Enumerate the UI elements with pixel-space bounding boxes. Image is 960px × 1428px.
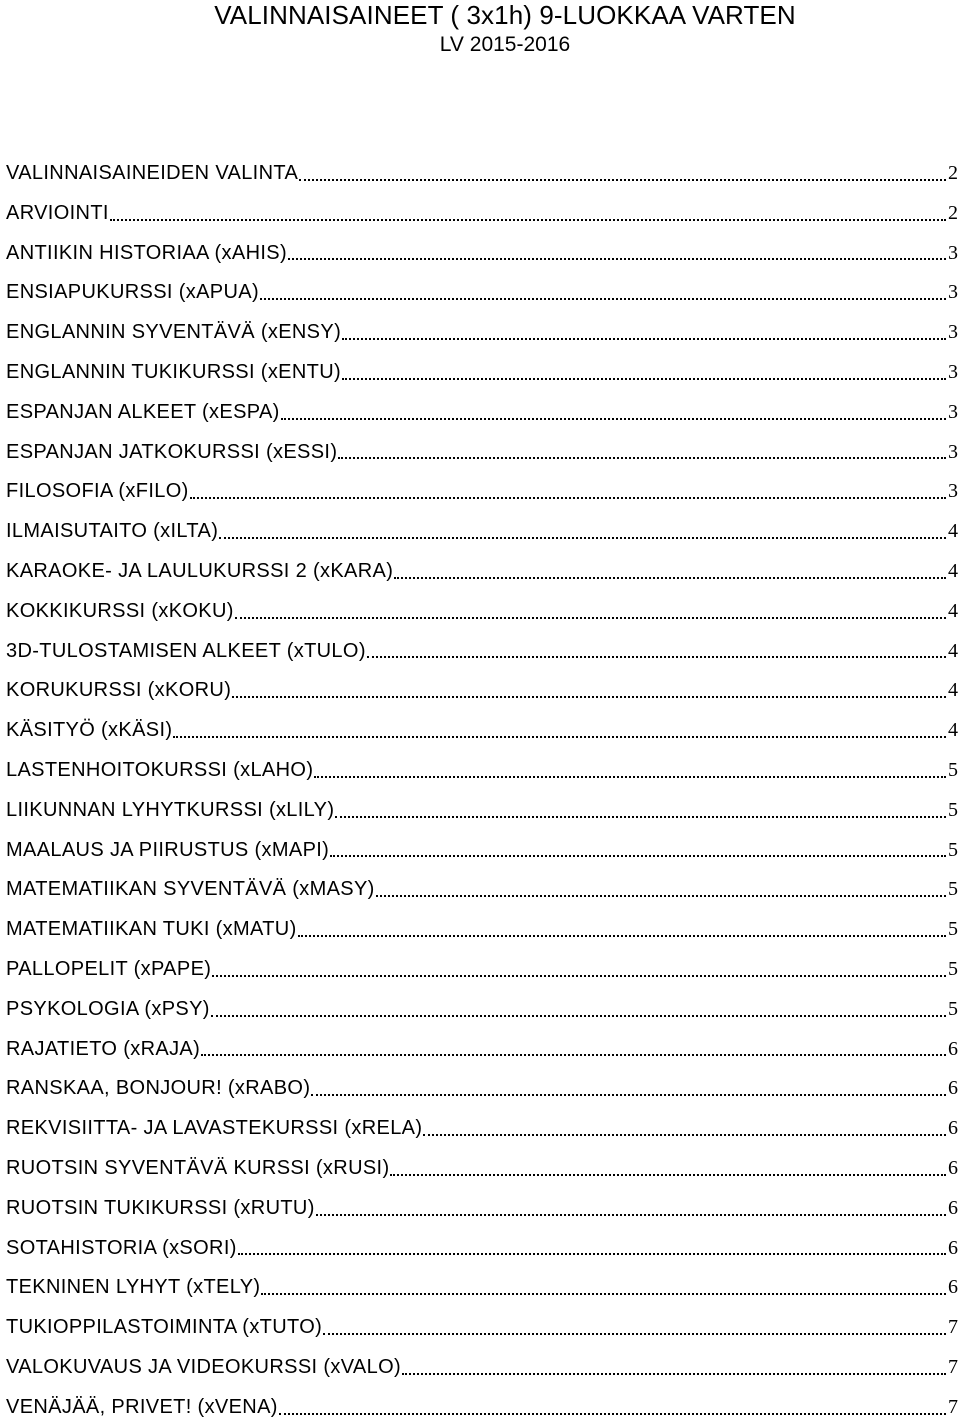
toc-entry-page-number: 4 (948, 679, 958, 702)
toc-entry-page-number: 3 (948, 480, 958, 503)
toc-entry[interactable] (6, 751, 958, 791)
toc-entry-label: RUOTSIN TUKIKURSSI (xRUTU) (6, 1196, 315, 1219)
toc-entry-label: PALLOPELIT (xPAPE) (6, 957, 212, 980)
toc-entry-page-number: 7 (948, 1316, 958, 1339)
toc-entry[interactable] (6, 194, 958, 234)
toc-entry-page-number: 3 (948, 321, 958, 344)
toc-dot-leader (261, 1276, 946, 1300)
school-year: LV 2015-2016 (439, 33, 571, 56)
toc-entry-page-number: 7 (948, 1355, 958, 1378)
toc-dot-leader (279, 1396, 946, 1420)
toc-entry[interactable] (6, 950, 958, 990)
toc-entry[interactable] (6, 273, 958, 313)
toc-entry[interactable] (6, 353, 958, 393)
toc-dot-leader (316, 1197, 946, 1221)
toc-dot-leader (260, 281, 946, 305)
toc-dot-leader (402, 1356, 946, 1380)
toc-entry-page-number: 6 (948, 1196, 958, 1219)
toc-entry-page-number: 6 (948, 1276, 958, 1299)
toc-entry-page-number: 5 (948, 957, 958, 980)
toc-entry-label: RANSKAA, BONJOUR! (xRABO) (6, 1077, 311, 1100)
toc-dot-leader (298, 918, 946, 942)
toc-entry-label: ANTIIKIN HISTORIAA (xAHIS) (6, 241, 287, 264)
toc-entry[interactable] (6, 1030, 958, 1070)
toc-entry-page-number: 5 (948, 838, 958, 861)
toc-dot-leader (219, 520, 946, 544)
toc-dot-leader (342, 321, 946, 345)
toc-entry-page-number: 3 (948, 360, 958, 383)
toc-dot-leader (311, 1077, 946, 1101)
toc-entry-page-number: 6 (948, 1077, 958, 1100)
toc-entry-label: KOKKIKURSSI (xKOKU) (6, 599, 234, 622)
toc-entry[interactable] (6, 154, 958, 194)
toc-entry-page-number: 3 (948, 241, 958, 264)
toc-entry-page-number: 2 (948, 201, 958, 224)
toc-entry-label: ILMAISUTAITO (xILTA) (6, 520, 219, 543)
toc-entry[interactable] (6, 1229, 958, 1269)
toc-dot-leader (323, 1316, 946, 1340)
toc-entry[interactable] (6, 393, 958, 433)
document-header (0, 0, 960, 58)
toc-dot-leader (281, 401, 946, 425)
toc-dot-leader (335, 799, 946, 823)
toc-entry-label: VALOKUVAUS JA VIDEOKURSSI (xVALO) (6, 1355, 401, 1378)
toc-entry-page-number: 6 (948, 1037, 958, 1060)
toc-entry-label: PSYKOLOGIA (xPSY) (6, 997, 210, 1020)
toc-entry[interactable] (6, 671, 958, 711)
toc-entry-page-number: 4 (948, 559, 958, 582)
toc-dot-leader (173, 719, 946, 743)
toc-entry-page-number: 6 (948, 1156, 958, 1179)
toc-entry[interactable] (6, 472, 958, 512)
toc-entry-label: TEKNINEN LYHYT (xTELY) (6, 1276, 261, 1299)
toc-entry-page-number: 6 (948, 1236, 958, 1259)
toc-entry-label: TUKIOPPILASTOIMINTA (xTUTO) (6, 1316, 323, 1339)
toc-dot-leader (235, 600, 946, 624)
toc-entry-page-number: 3 (948, 440, 958, 463)
toc-entry-page-number: 4 (948, 599, 958, 622)
toc-entry-label: MAALAUS JA PIIRUSTUS (xMAPI) (6, 838, 330, 861)
toc-entry-label: RAJATIETO (xRAJA) (6, 1037, 201, 1060)
toc-dot-leader (330, 838, 946, 862)
toc-entry-page-number: 2 (948, 162, 958, 184)
toc-dot-leader (342, 361, 946, 385)
toc-entry-label: KÄSITYÖ (xKÄSI) (6, 719, 173, 742)
toc-entry-label: VENÄJÄÄ, PRIVET! (xVENA) (6, 1395, 278, 1418)
toc-dot-leader (338, 440, 946, 464)
toc-dot-leader (190, 480, 946, 504)
toc-entry-label: RUOTSIN SYVENTÄVÄ KURSSI (xRUSI) (6, 1156, 390, 1179)
toc-entry[interactable] (6, 552, 958, 592)
toc-entry[interactable] (6, 512, 958, 552)
toc-entry[interactable] (6, 711, 958, 751)
toc-entry-page-number: 3 (948, 400, 958, 423)
toc-entry[interactable] (6, 1189, 958, 1229)
toc-entry-label: ESPANJAN JATKOKURSSI (xESSI) (6, 440, 338, 463)
toc-entry-label: REKVISIITTA- JA LAVASTEKURSSI (xRELA) (6, 1117, 423, 1140)
toc-dot-leader (288, 241, 946, 265)
toc-entry[interactable] (6, 1308, 958, 1348)
toc-entry-page-number: 5 (948, 918, 958, 941)
toc-dot-leader (238, 1236, 946, 1260)
toc-entry[interactable] (6, 1069, 958, 1109)
toc-entry-label: FILOSOFIA (xFILO) (6, 480, 189, 503)
toc-dot-leader (211, 998, 946, 1022)
toc-entry-page-number: 5 (948, 758, 958, 781)
toc-entry-page-number: 7 (948, 1395, 958, 1418)
toc-entry-label: KORUKURSSI (xKORU) (6, 679, 232, 702)
toc-dot-leader (394, 560, 946, 584)
toc-entry-label: ESPANJAN ALKEET (xESPA) (6, 400, 280, 423)
toc-entry[interactable] (6, 910, 958, 950)
toc-entry-page-number: 3 (948, 281, 958, 304)
toc-dot-leader (201, 1037, 946, 1061)
toc-entry[interactable] (6, 1388, 958, 1428)
toc-entry-page-number: 4 (948, 719, 958, 742)
toc-entry[interactable] (6, 313, 958, 353)
toc-entry[interactable] (6, 1348, 958, 1388)
table-of-contents (6, 154, 958, 1428)
toc-entry-label: MATEMATIIKAN TUKI (xMATU) (6, 918, 297, 941)
toc-dot-leader (232, 679, 946, 703)
toc-entry-page-number: 4 (948, 520, 958, 543)
toc-dot-leader (390, 1157, 946, 1181)
toc-entry[interactable] (6, 1268, 958, 1308)
toc-entry-label: SOTAHISTORIA (xSORI) (6, 1236, 237, 1259)
toc-entry[interactable] (6, 831, 958, 871)
toc-entry-label: KARAOKE- JA LAULUKURSSI 2 (xKARA) (6, 559, 394, 582)
toc-entry[interactable] (6, 1149, 958, 1189)
toc-entry-label: LIIKUNNAN LYHYTKURSSI (xLILY) (6, 798, 335, 821)
document-title: VALINNAISAINEET ( 3x1h) 9-LUOKKAA VARTEN (214, 0, 796, 30)
toc-entry-label: ENGLANNIN TUKIKURSSI (xENTU) (6, 360, 342, 383)
toc-entry[interactable] (6, 632, 958, 672)
toc-dot-leader (423, 1117, 946, 1141)
toc-entry-label: MATEMATIIKAN SYVENTÄVÄ (xMASY) (6, 878, 375, 901)
toc-entry[interactable] (6, 990, 958, 1030)
toc-dot-leader (367, 639, 946, 663)
toc-dot-leader (314, 759, 946, 783)
toc-entry[interactable] (6, 1109, 958, 1149)
toc-entry-page-number: 5 (948, 798, 958, 821)
toc-entry-page-number: 6 (948, 1117, 958, 1140)
toc-entry-page-number: 5 (948, 997, 958, 1020)
toc-entry[interactable] (6, 870, 958, 910)
toc-dot-leader (299, 162, 946, 186)
toc-entry[interactable] (6, 592, 958, 632)
toc-dot-leader (376, 878, 946, 902)
toc-entry[interactable] (6, 791, 958, 831)
toc-dot-leader (212, 958, 946, 982)
toc-entry-label: LASTENHOITOKURSSI (xLAHO) (6, 758, 314, 781)
toc-entry-label: VALINNAISAINEIDEN VALINTA (6, 162, 299, 184)
toc-entry-label: ENGLANNIN SYVENTÄVÄ (xENSY) (6, 321, 342, 344)
toc-entry-page-number: 4 (948, 639, 958, 662)
toc-entry[interactable] (6, 433, 958, 473)
toc-entry-label: ARVIOINTI (6, 201, 109, 224)
toc-entry-label: ENSIAPUKURSSI (xAPUA) (6, 281, 259, 304)
toc-entry[interactable] (6, 234, 958, 274)
toc-entry-label: 3D-TULOSTAMISEN ALKEET (xTULO) (6, 639, 366, 662)
toc-dot-leader (110, 202, 946, 226)
toc-entry-page-number: 5 (948, 878, 958, 901)
